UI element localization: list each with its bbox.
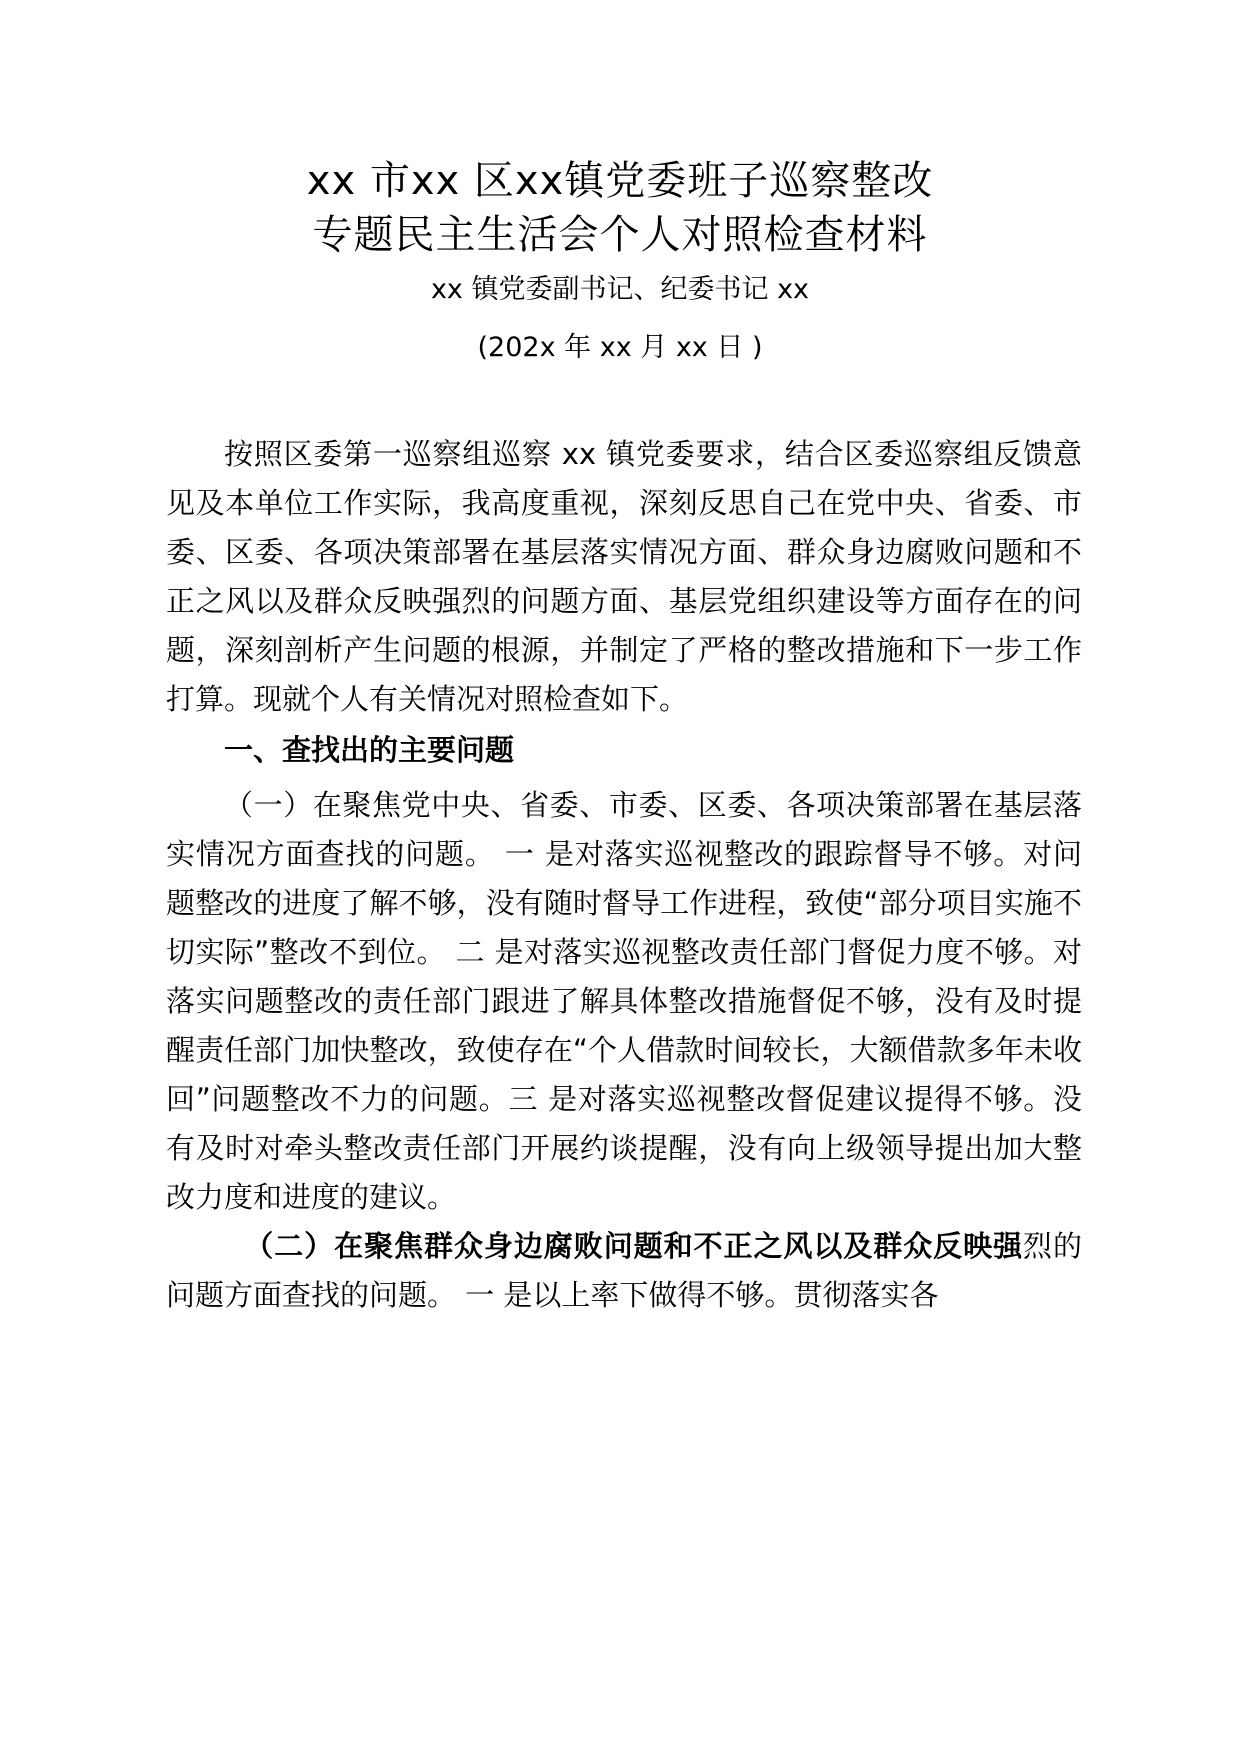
- subsection-2-heading: （二）在聚焦群众身边腐败问题和不正之风以及群众反映强: [244, 1229, 1024, 1263]
- subsection-2-text: 烈的问题方面查找的问题。 一 是以上率下做得不够。贯彻落实各: [166, 1229, 1082, 1312]
- section-heading-1: 一、查找出的主要问题: [224, 733, 515, 767]
- subsection-1-paragraph: （一）在聚焦党中央、省委、市委、区委、各项决策部署在基层落实情况方面查找的问题。 一 是对落实巡视整改的跟踪督导不够。对问题整改的进度了解不够，没有随时督导工作进程，致使“部分项目实施不切实际”整改不到位。 二 是对落实巡视整改责任部门督促力度不够。对落实问题整改的责任部门跟进了解具体整改措施督促不够，没有及时提醒责任部门加快整改，致使存在“个人借款时间较长，大额借款多年未收回”问题整改不力的问题。三 是对落实巡视整改督促建议提得不够。没有及时对牵头整改责任部门开展约谈提醒，没有向上级领导提出加大整改力度和进度的建议。: [166, 788, 1082, 1214]
- intro-paragraph: 按照区委第一巡察组巡察 xx 镇党委要求，结合区委巡察组反馈意见及本单位工作实际，我高度重视，深刻反思自己在党中央、省委、市委、区委、各项决策部署在基层落实情况方面、群众身边腐败问题和不正之风以及群众反映强烈的问题方面、基层党组织建设等方面存在的问题，深刻剖析产生问题的根源，并制定了严格的整改措施和下一步工作打算。现就个人有关情况对照检查如下。: [166, 437, 1082, 716]
- document-title-line-1: xx 市xx 区xx镇党委班子巡察整改: [306, 158, 934, 204]
- subsection-2-paragraph: [166, 1222, 1082, 1320]
- author-line: xx 镇党委副书记、纪委书记 xx: [430, 274, 810, 305]
- document-title-line-2: 专题民主生活会个人对照检查材料: [312, 212, 928, 258]
- document-body: [166, 430, 1082, 1320]
- title-block: [0, 154, 1240, 368]
- date-line: (202x 年 xx 月 xx 日 ): [477, 332, 763, 363]
